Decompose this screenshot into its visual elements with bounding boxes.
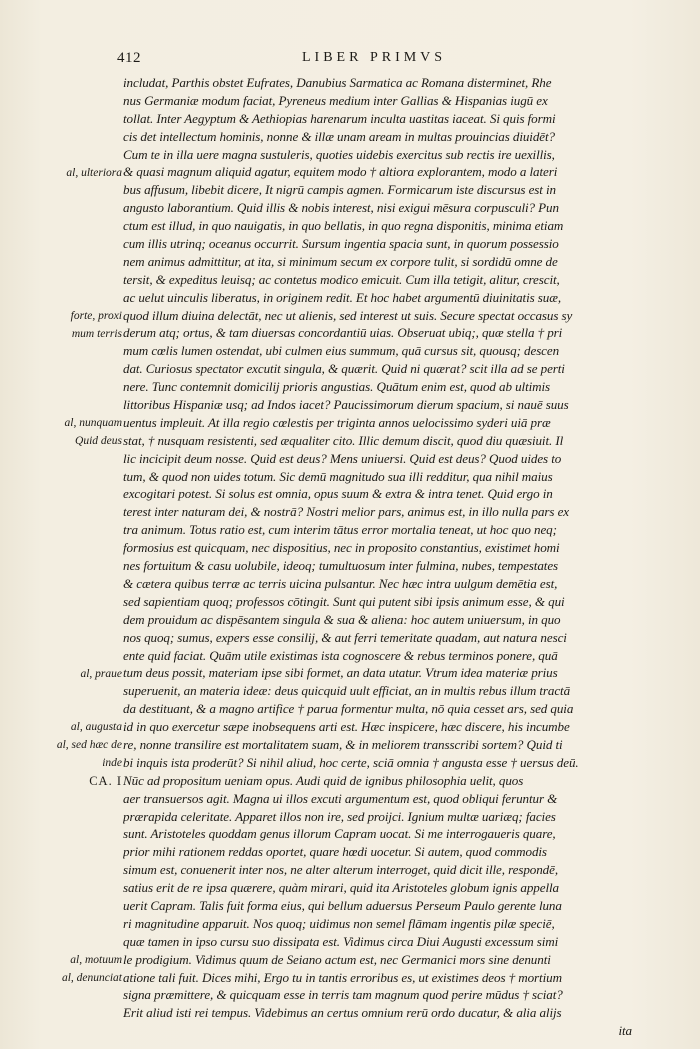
margin-note: al, augusta	[70, 721, 122, 734]
text-line: Nūc ad propositum ueniam opus. Audi quid de ignibus philosophia uelit, quos	[123, 772, 524, 788]
text-line: uerit Capram. Talis fuit forma eius, qui bellum aduersus Perseum Paulo gerente luna	[123, 897, 562, 913]
text-line: nos quoq; sumus, expers esse consilij, & aut ferri temeritate quadam, aut natura nesci	[123, 629, 567, 645]
text-line: ac uelut uinculis liberatus, in originem redit. Et hoc habet argumentū diuinitatis suæ,	[123, 289, 562, 305]
text-line: atione tali fuit. Dices mihi, Ergo tu in tantis erroribus es, ut existimes deos † mortium	[123, 969, 562, 985]
page-header	[117, 50, 637, 74]
text-line: aer transuersos agit. Magna ui illos excuti argumentum est, quod obliqui feruntur &	[123, 790, 558, 806]
text-line: dat. Curiosus spectator excutit singula, & quærit. Quid ni quærat? scit illa ad se perti	[123, 361, 565, 377]
margin-note: forte, proxi	[70, 309, 122, 322]
margin-note: al, sed hæc de	[56, 739, 122, 752]
running-title: LIBER PRIMVS	[302, 50, 447, 65]
text-line: uentus impleuit. At illa regio cœlestis per triginta annos uelocissimo syderi uiā præ	[123, 414, 551, 430]
text-line: Cum te in illa uere magna sustuleris, quoties uidebis exercitus sub rectis ire uexillis,	[123, 146, 555, 162]
text-line: re, nonne transilire est mortalitatem suam, & in meliorem transscribi sortem? Quid ti	[123, 736, 563, 752]
margin-note: al, praue	[80, 667, 122, 680]
text-line: terest inter naturam dei, & nostrā? Nostri melior pars, animus est, in illo nulla pars ex	[123, 504, 569, 520]
text-line: tra animum. Totus ratio est, cum interim tātus error mortalia teneat, ut hoc quo neq;	[123, 522, 557, 538]
text-line: bus affusum, libebit dicere, It nigrū campis agmen. Formicarum iste discursus est in	[123, 182, 556, 198]
text-line: tersit, & expeditus leuisq; ac contetus modico emicuit. Cum illa tetigit, alitur, crescit,	[123, 271, 560, 287]
text-line: & quasi magnum aliquid agatur, equitem modo † altiora explorantem, modo a lateri	[123, 164, 558, 180]
margin-note: al, nunquam	[64, 417, 122, 430]
text-line: derum atq; ortus, & tam diuersas concordantiū uias. Obseruat ubiq;, quæ stella † pri	[123, 325, 563, 341]
text-line: satius erit de re ipsa quærere, quàm mirari, quid ita Aristoteles globum ignis appella	[123, 880, 559, 896]
text-line: Erit aliud isti rei tempus. Videbimus an certus omnium rerū ordo ducatur, & alia alijs	[123, 1005, 562, 1021]
text-line: bi inquis ista proderūt? Si nihil aliud, hoc certe, sciā omnia † angusta esse † uersus deū.	[123, 754, 579, 770]
text-line: tollat. Inter Aegyptum & Aethiopias harenarum inculta uastitas iaceat. Si quis formi	[123, 110, 556, 126]
catchword: ita	[618, 1023, 632, 1039]
text-line: quod illum diuina delectāt, nec ut alienis, sed interest ut suis. Secure spectat occasus sy	[123, 307, 573, 323]
margin-note: al, ulteriora	[66, 166, 122, 179]
text-line: excogitari potest. Si solus est omnia, opus suum & extra & intra tenet. Quid ergo in	[123, 486, 553, 502]
margin-note: Quid deus	[75, 435, 122, 447]
margin-note: al, motuum	[70, 954, 122, 967]
text-line: & cætera quibus terræ ac terris uicina pulsantur. Nec hæc intra uulgum demētia est,	[123, 575, 558, 591]
text-line: ri magnitudine apparuit. Nos quoq; uidimus non semel flāmam ingentis pilæ speciē,	[123, 915, 555, 931]
text-line: nus Germaniæ modum faciat, Pyreneus medium inter Gallias & Hispanias iugū ex	[123, 92, 548, 108]
text-line: lic incicipit deum nosse. Quid est deus? Mens uniuersi. Quid est deus? Quod uides to	[123, 450, 562, 466]
text-line: sed sapientiam quoq; professos cōtingit. Sunt qui putent sibi ipsis animum esse, & qui	[123, 593, 565, 609]
text-line: includat, Parthis obstet Eufrates, Danubius Sarmatica ac Romana disterminet, Rhe	[123, 75, 552, 90]
text-line: tum deus possit, materiam ipse sibi formet, an data utatur. Vtrum idea materiæ prius	[123, 665, 558, 681]
text-line: simum est, conuenerit inter nos, ne alter alterum interroget, quid dicit ille, respondē,	[123, 862, 558, 878]
text-line: sunt. Aristoteles quoddam genus illorum Capram uocat. Si me interrogaueris quare,	[123, 826, 556, 842]
text-line: littoribus Hispaniæ usq; ad Indos iacet? Paucissimorum dierum spacium, si nauē suus	[123, 397, 569, 413]
text-line: cis det intellectum hominis, nonne & illæ unam aream in multas prouincias diuidēt?	[123, 128, 555, 144]
text-line: nere. Tunc contemnit domicilij prioris angustias. Quātum enim est, quod ab ultimis	[123, 379, 551, 395]
folio-number: 412	[117, 50, 141, 66]
text-line: prior mihi rationem reddas oportet, quare hœdi uocetur. Si autem, quod commodis	[123, 844, 547, 860]
margin-note: al, denunciat	[61, 972, 122, 984]
text-line: nem animus admittitur, at ita, si minimum secum ex corpore tulit, si sordidū omne de	[123, 253, 558, 269]
text-line: tum, & quod non uides totum. Sic demū magnitudo sua illi redditur, qua nihil maius	[123, 468, 553, 484]
text-line: angusto laborantium. Quid illis & nobis interest, nisi exigui mēsura corpusculi? Pun	[123, 200, 559, 216]
text-line: nes fortuitum & casu uolubile, ideoq; tumultuosum inter fulmina, nubes, tempestates	[123, 558, 559, 574]
text-line: stat, † nusquam resistenti, sed æqualiter cito. Illic demum discit, quod diu quæsiuit. Il	[123, 432, 564, 448]
text-line: cum illis utrinq; oceanus occurrit. Sursum ingentia spacia sunt, in quorum possessio	[123, 236, 559, 252]
text-line: le prodigium. Vidimus quum de Seiano actum est, nec Germanici mors sine denunti	[123, 951, 551, 967]
text-line: mum cœlis lumen ostendat, ubi culmen eius summum, quā cursus sit, quousq; descen	[123, 343, 560, 359]
text-line: ente quid faciat. Quām utile existimas ista cognoscere & rebus terminos ponere, quā	[123, 647, 558, 663]
chapter-marker: CA. I	[89, 774, 122, 789]
text-line: ctum est illud, in quo nauigatis, in quo bellatis, in quo regna disponitis, minima etiam	[123, 218, 564, 234]
text-line: da destituant, & a magno artifice † parua formentur multa, nō quia cesset ars, sed quia	[123, 701, 574, 717]
margin-note: mum terris	[71, 327, 122, 340]
text-line: signa præmittere, & quicquam esse in terris tam magnum quod perire mūdus † sciat?	[123, 987, 563, 1003]
text-line: id in quo exercetur sæpe inobsequens arti est. Hæc inspicere, hæc discere, his incumbe	[123, 719, 570, 735]
text-line: prærapida celeritate. Apparet illos non ire, sed proijci. Ignium multæ uariæq; facies	[123, 808, 556, 824]
text-line: dem prouidum ac dispēsantem singula & sua & aliena: hoc autem uniuersum, in quo	[123, 611, 561, 627]
margin-note: inde	[102, 757, 122, 770]
main-text-block	[123, 74, 638, 1040]
text-line: formosius est quicquam, nec dispositius, nec in proposito constantius, existimet homi	[123, 540, 560, 556]
text-line: quæ tamen in ipso cursu suo dissipata est. Vidimus circa Diui Augusti excessum simi	[123, 933, 559, 949]
text-line: superuenit, an materia ideæ: deus quicquid uult efficiat, an in multis rebus illum tractā	[123, 683, 571, 699]
